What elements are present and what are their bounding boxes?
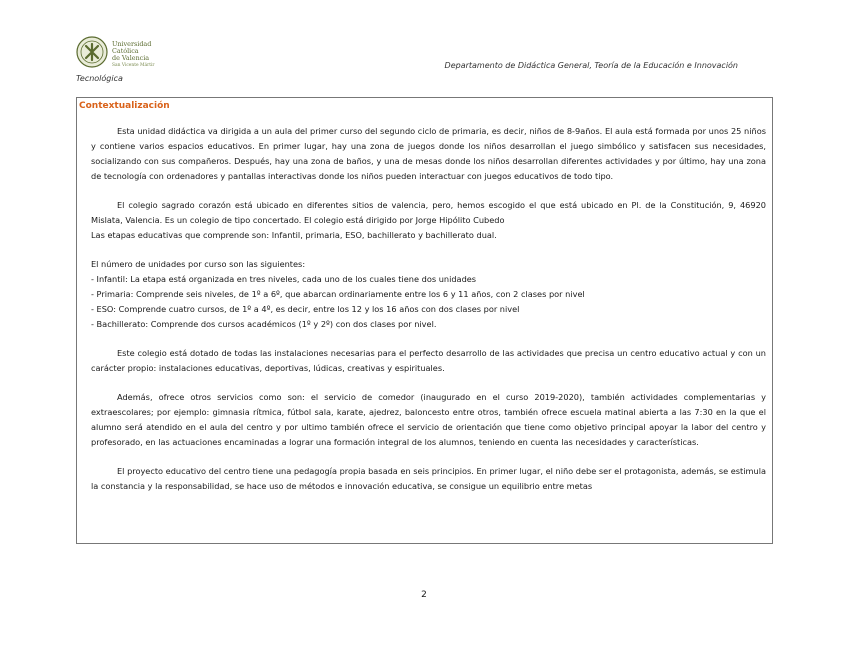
section-body xyxy=(91,124,766,508)
university-seal-icon xyxy=(76,36,108,68)
paragraph-unidades-intro: El número de unidades por curso son las siguientes: xyxy=(91,259,306,269)
paragraph-instalaciones: Este colegio está dotado de todas las instalaciones necesarias para el perfecto desarrollo de las actividades que precisa un centro educativo actual y con un carácter propio: instalaciones educativas, deportivas, lúdicas, creativas y espirituales. xyxy=(91,348,766,373)
list-item-eso: - ESO: Comprende cuatro cursos, de 1º a 4º, es decir, entre los 12 y los 16 años con dos clases por nivel xyxy=(91,304,520,314)
header-subtitle: Tecnológica xyxy=(76,74,123,83)
logo-line-4: San Vicente Mártir xyxy=(112,63,155,68)
logo-line-3: de Valencia xyxy=(112,54,150,62)
paragraph-colegio: El colegio sagrado corazón está ubicado en diferentes sitios de valencia, pero, hemos escogido el que está ubicado en Pl. de la Constitución, 9, 46920 Mislata, Valencia. Es un colegio de tipo concertado. El colegio está dirigido por Jorge Hipólito Cubedo xyxy=(91,200,766,225)
paragraph-aula: Esta unidad didáctica va dirigida a un aula del primer curso del segundo ciclo de primaria, es decir, niños de 8-9años. El aula está formada por unos 25 niños y contiene varios espacios educativos. En primer lugar, hay una zona de juegos donde los niños desarrollan el juego simbólico y satisfacen sus necesidades, socializando con sus compañeros. Después, hay una zona de baños, y una de mesas donde los niños desarrollan diferentes actividades y por último, hay una zona de tecnología con ordenadores y pantallas interactivas donde los niños pueden interactuar con juegos educativos de todo tipo. xyxy=(91,126,766,181)
page-number: 2 xyxy=(421,590,427,600)
logo-line-1: Universidad xyxy=(112,40,152,48)
paragraph-proyecto: El proyecto educativo del centro tiene una pedagogía propia basada en seis principios. En primer lugar, el niño debe ser el protagonista, además, se estimula la constancia y la responsabilidad, se hace uso de métodos e innovación educativa, se consigue un equilibrio entre metas xyxy=(91,466,766,491)
department-header: Departamento de Didáctica General, Teoría de la Educación e Innovación xyxy=(444,61,738,70)
content-frame xyxy=(76,97,773,544)
list-item-bachillerato: - Bachillerato: Comprende dos cursos académicos (1º y 2º) con dos clases por nivel. xyxy=(91,319,437,329)
logo-wordmark xyxy=(112,41,154,69)
paragraph-servicios: Además, ofrece otros servicios como son: el servicio de comedor (inaugurado en el curso 2019-2020), también actividades complementarias y extraescolares; por ejemplo: gimnasia rítmica, fútbol sala, karate, ajedrez, baloncesto entre otros, también ofrece escuela matinal abierta a las 7:30 en la que el alumno será atendido en el aula del centro y por ultimo también ofrece el servicio de orientación que tiene como objetivo principal apoyar la labor del centro y profesorado, en las actuaciones encaminadas a lograr una formación integral de los alumnos, teniendo en cuenta las necesidades y características. xyxy=(91,392,766,447)
list-item-infantil: - Infantil: La etapa está organizada en tres niveles, cada uno de los cuales tiene dos unidades xyxy=(91,274,477,284)
list-item-primaria: - Primaria: Comprende seis niveles, de 1º a 6º, que abarcan ordinariamente entre los 6 y 11 años, con 2 clases por nivel xyxy=(91,289,585,299)
logo-line-2: Católica xyxy=(112,47,139,55)
paragraph-etapas: Las etapas educativas que comprende son: Infantil, primaria, ESO, bachillerato y bachillerato dual. xyxy=(91,230,497,240)
section-title: Contextualización xyxy=(79,101,170,111)
university-logo xyxy=(76,36,186,70)
